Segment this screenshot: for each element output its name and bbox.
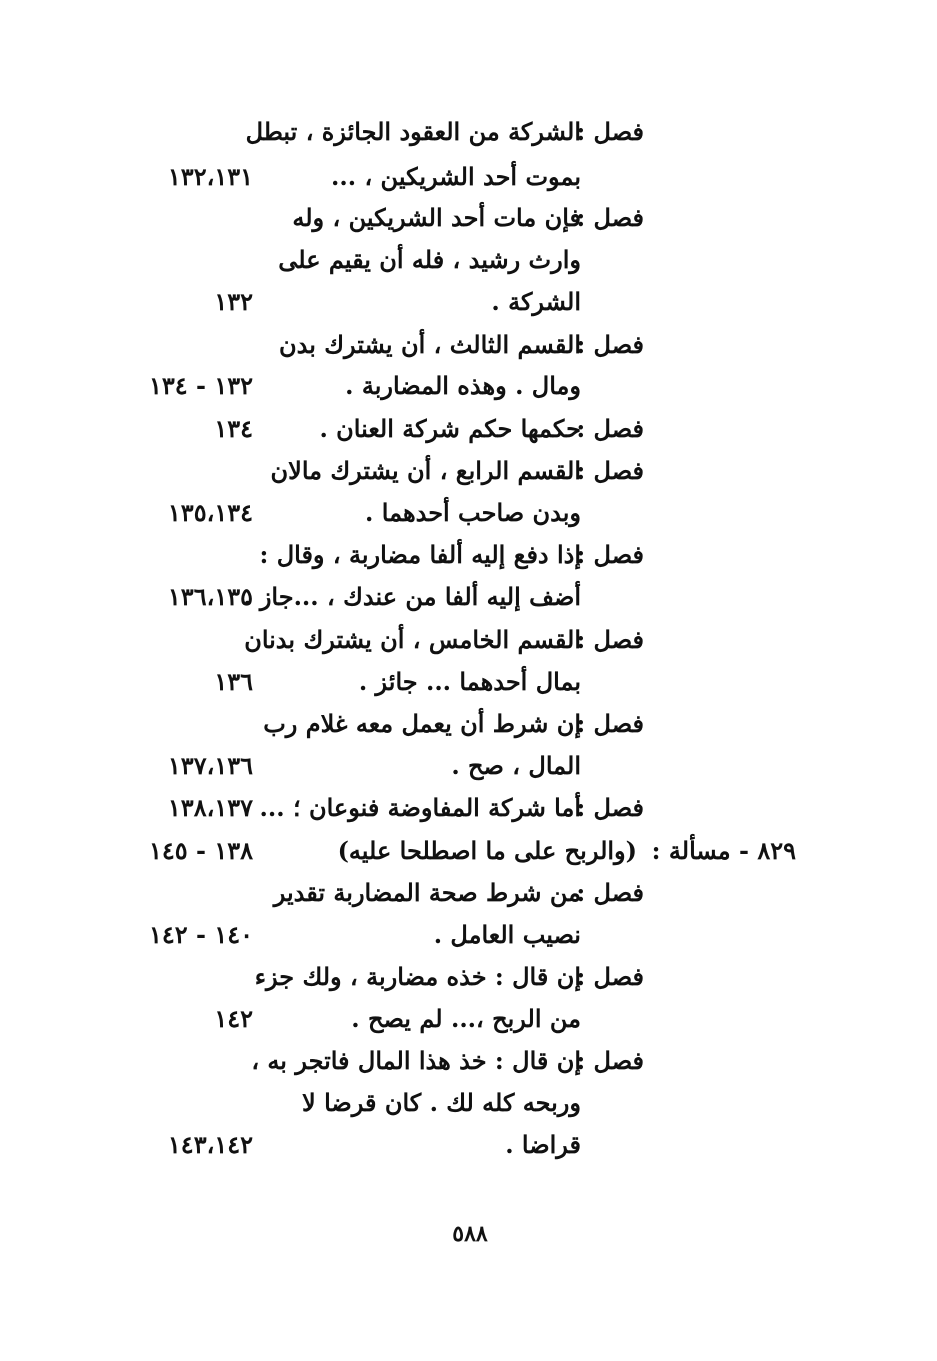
entry-label: فصل : [576,793,644,822]
entry-text: القسم الرابع ، أن يشترك مالان [270,456,581,485]
entry-text: ومال . وهذه المضاربة . [345,371,581,400]
page-reference: ١٣٤ [214,414,253,443]
page-reference: ١٣٦،١٣٥ [167,582,253,611]
entry-text: من شرط صحة المضاربة تقدير [273,878,581,907]
entry-label: فصل : [576,203,644,232]
entry-text: بموت أحد الشريكين ، ... [331,162,581,191]
page-reference: ١٤٢ [214,1004,253,1033]
entry-label: فصل : [576,709,644,738]
page-reference: ١٣٥،١٣٤ [167,498,253,527]
entry-text: بمال أحدهما ... جائز . [358,667,581,696]
entry-text: وبدن صاحب أحدهما . [365,498,581,527]
entry-label: فصل : [576,330,644,359]
entry-label: فصل : [576,1046,644,1075]
entry-text: حكمها حكم شركة العنان . [319,414,581,443]
entry-text: القسم الخامس ، أن يشترك بدنان [244,625,581,654]
page-reference: ١٣٢ - ١٣٤ [148,371,253,400]
entry-text: إن شرط أن يعمل معه غلام رب [263,709,581,738]
entry-text: الشركة من العقود الجائزة ، تبطل [245,117,581,146]
entry-text: إذا دفع إليه ألفا مضاربة ، وقال : [259,540,581,569]
entry-label: فصل : [576,540,644,569]
entry-text: وارث رشيد ، فله أن يقيم على [278,245,581,274]
page-reference: ١٣٢ [214,287,253,316]
entry-label: فصل : [576,962,644,991]
entry-text: إن قال : خذه مضاربة ، ولك جزء [254,962,581,991]
entry-text: قراضا . [505,1130,581,1159]
entry-text: نصيب العامل . [433,920,581,949]
page-reference: ١٤٣،١٤٢ [167,1130,253,1159]
entry-label: فصل : [576,414,644,443]
page-reference: ١٣٦ [214,667,253,696]
entry-text: فإن مات أحد الشريكين ، وله [292,203,581,232]
entry-text: الشركة . [491,287,581,316]
entry-label: فصل : [576,878,644,907]
page-reference: ١٣٨ - ١٤٥ [148,836,253,865]
issue-heading: (والربح على ما اصطلحا عليه) [337,836,637,865]
entry-label: فصل : [576,625,644,654]
page-reference: ١٣٢،١٣١ [167,162,253,191]
entry-text: المال ، صح . [451,751,581,780]
issue-label: ٨٢٩ - مسألة : [651,836,796,865]
entry-label: فصل : [576,456,644,485]
entry-text: القسم الثالث ، أن يشترك بدن [279,330,581,359]
page-number: ٥٨٨ [452,1221,488,1247]
entry-text: أما شركة المفاوضة فنوعان ؛ ... [259,793,581,822]
page-reference: ١٣٨،١٣٧ [167,793,253,822]
entry-text: أضف إليه ألفا من عندك ، ...جاز . [243,582,581,611]
entry-text: من الربح ،... لم يصح . [351,1004,581,1033]
entry-text: وربحه كله لك . كان قرضا لا [302,1088,581,1117]
page-reference: ١٤٠ - ١٤٢ [148,920,253,949]
page-reference: ١٣٧،١٣٦ [167,751,253,780]
entry-label: فصل : [576,117,644,146]
entry-text: إن قال : خذ هذا المال فاتجر به ، [251,1046,581,1075]
